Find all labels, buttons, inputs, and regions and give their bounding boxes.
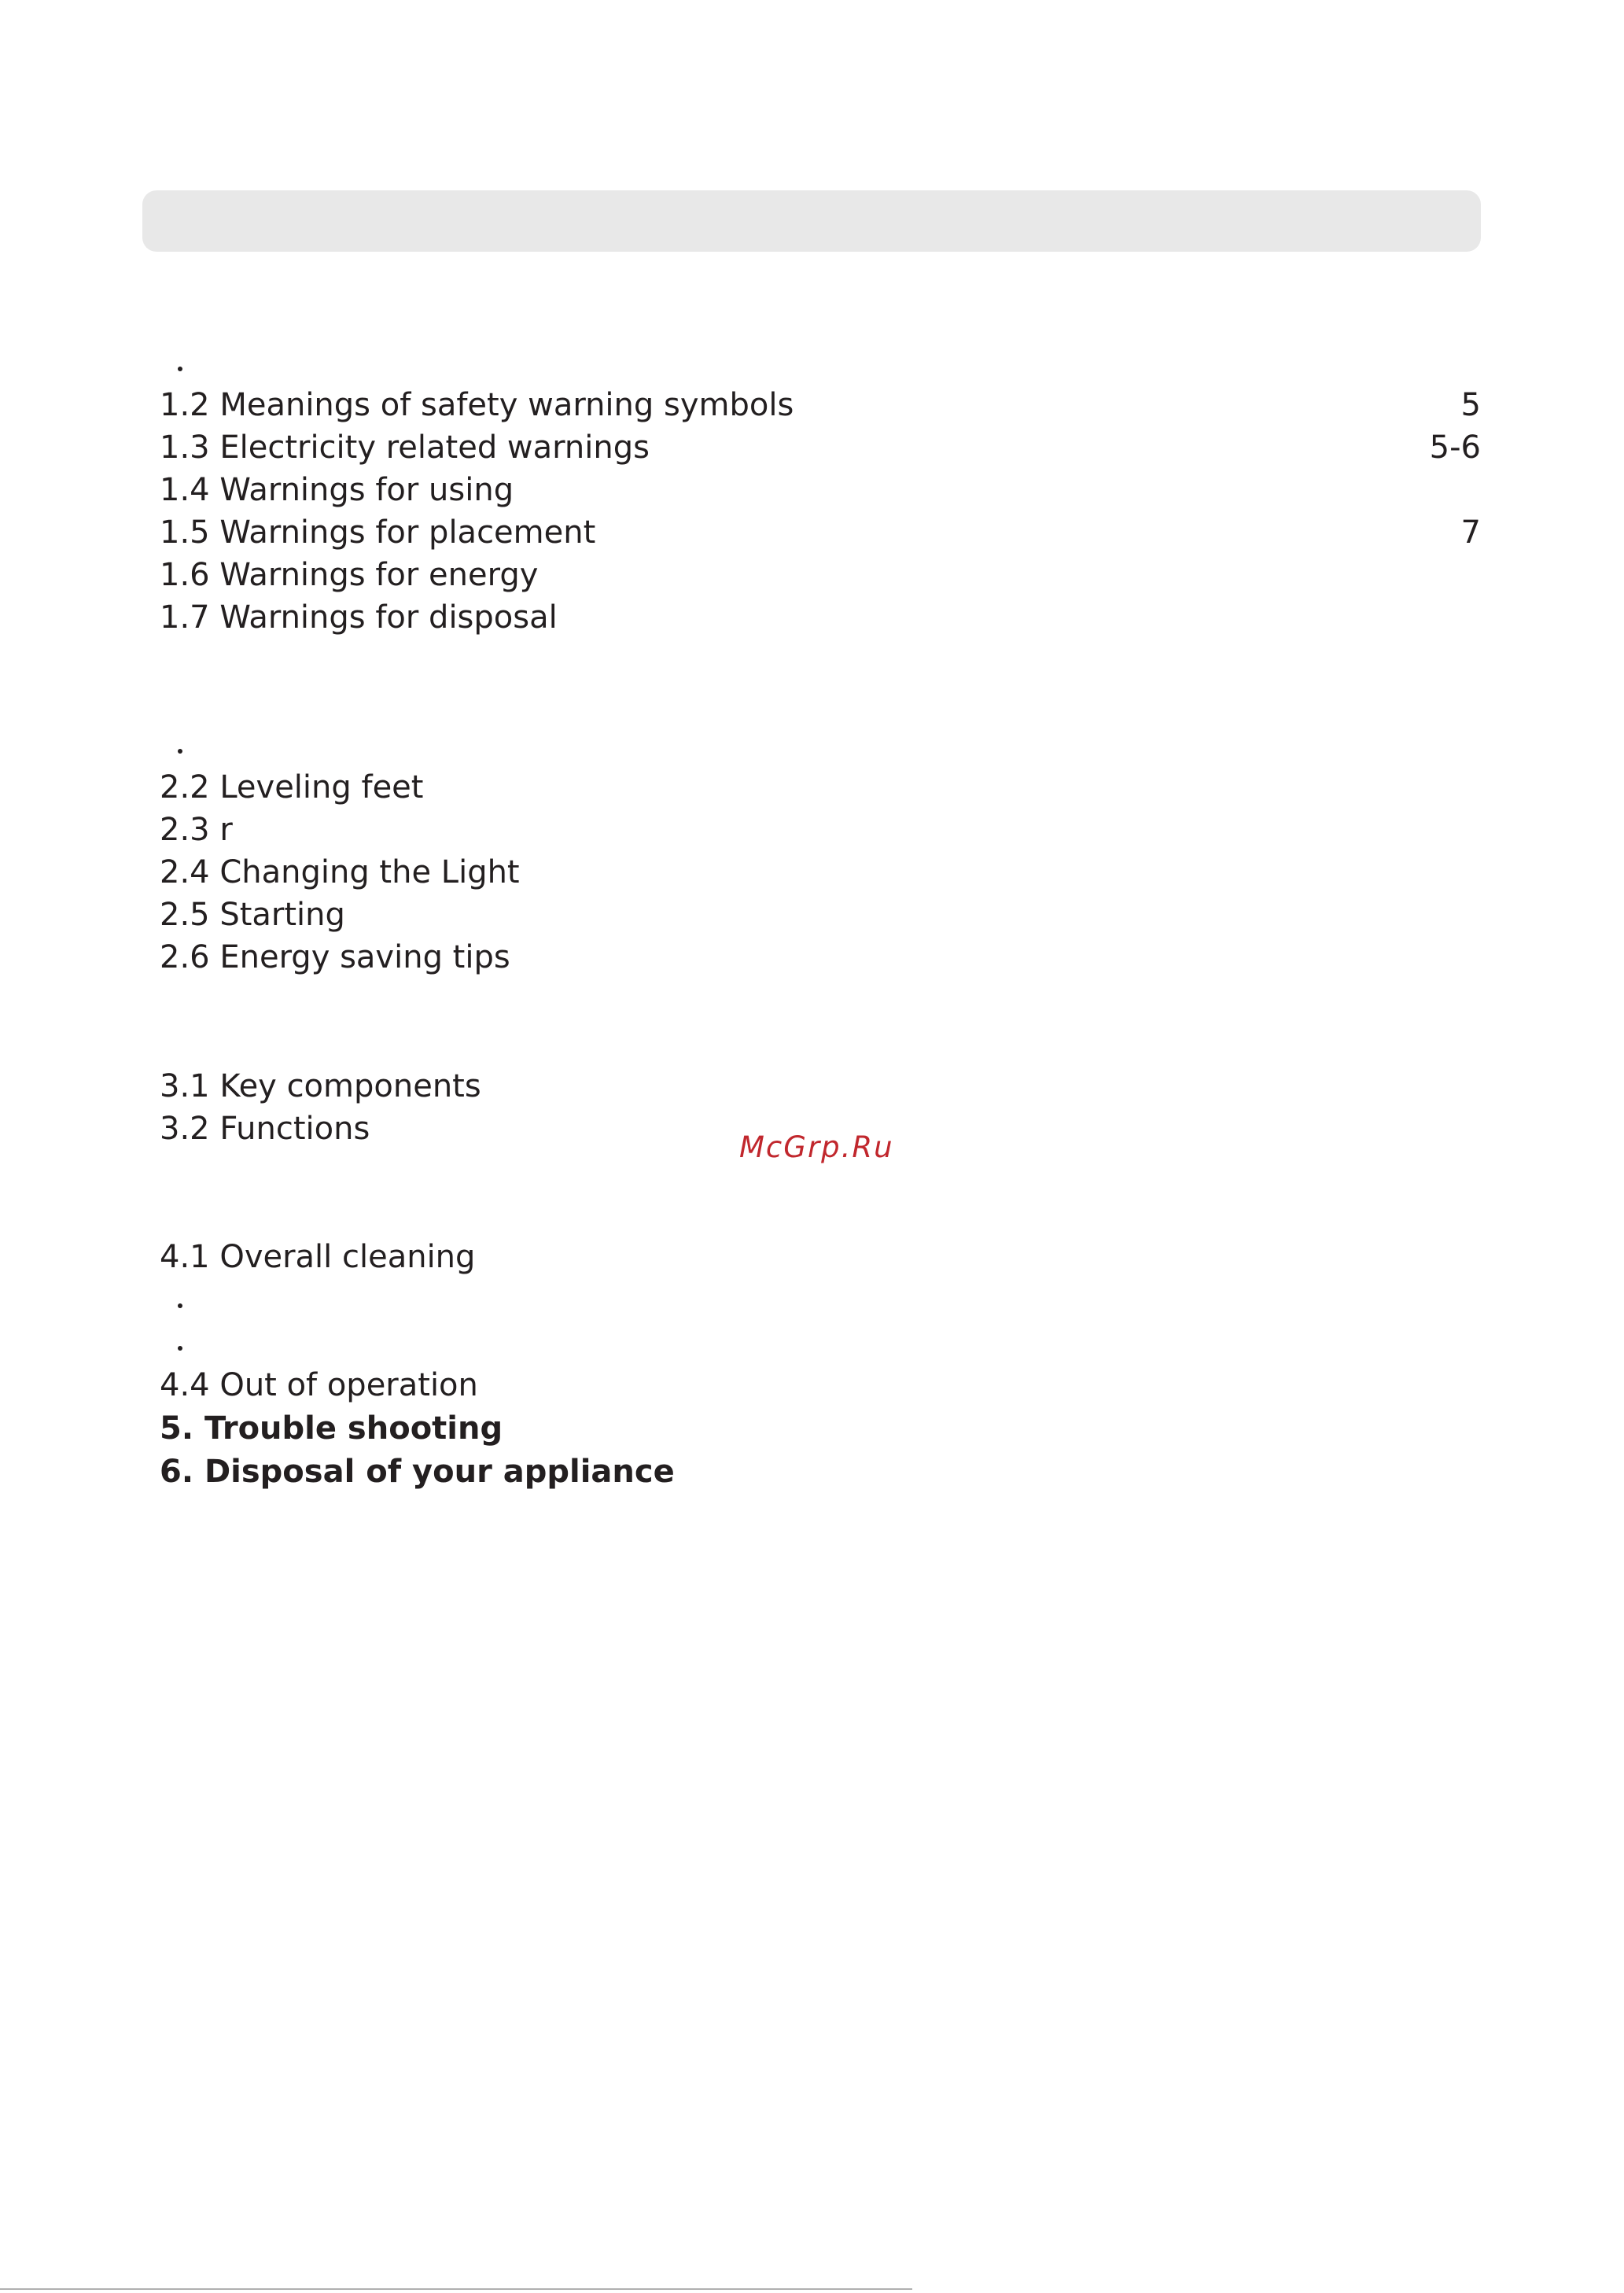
toc-section-5[interactable]: 5. Trouble shooting (160, 1410, 503, 1447)
toc-item-3-2[interactable]: 3.2 Functions (160, 1111, 370, 1147)
toc-item-1-5[interactable]: 1.5 Warnings for placement (160, 514, 596, 551)
toc-item-2-2[interactable]: 2.2 Leveling feet (160, 769, 424, 805)
watermark: McGrp.Ru (739, 1130, 894, 1164)
footer-rule (0, 2288, 912, 2290)
toc-item-2-4[interactable]: 2.4 Changing the Light (160, 854, 520, 890)
toc-item-4-1[interactable]: 4.1 Overall cleaning (160, 1239, 476, 1275)
toc-page-1-2: 5 (1460, 387, 1481, 423)
toc-item-1-7[interactable]: 1.7 Warnings for disposal (160, 599, 558, 636)
toc-item-1-3[interactable]: 1.3 Electricity related warnings (160, 429, 650, 466)
header-bar (142, 190, 1481, 252)
toc-item-1-2[interactable]: 1.2 Meanings of safety warning symbols (160, 387, 794, 423)
bullet-dot (178, 1346, 182, 1351)
toc-page-1-5: 7 (1460, 514, 1481, 551)
toc-item-2-3[interactable]: 2.3 r (160, 812, 233, 848)
toc-item-2-5[interactable]: 2.5 Starting (160, 897, 345, 933)
toc-item-1-4[interactable]: 1.4 Warnings for using (160, 472, 514, 508)
bullet-dot (178, 749, 182, 754)
toc-item-2-6[interactable]: 2.6 Energy saving tips (160, 939, 510, 975)
bullet-dot (178, 367, 182, 371)
toc-item-1-6[interactable]: 1.6 Warnings for energy (160, 557, 539, 593)
toc-section-6[interactable]: 6. Disposal of your appliance (160, 1454, 675, 1490)
bullet-dot (178, 1303, 182, 1308)
toc-item-3-1[interactable]: 3.1 Key components (160, 1068, 481, 1104)
toc-page-1-3: 5-6 (1429, 429, 1481, 466)
toc-item-4-4[interactable]: 4.4 Out of operation (160, 1367, 478, 1403)
